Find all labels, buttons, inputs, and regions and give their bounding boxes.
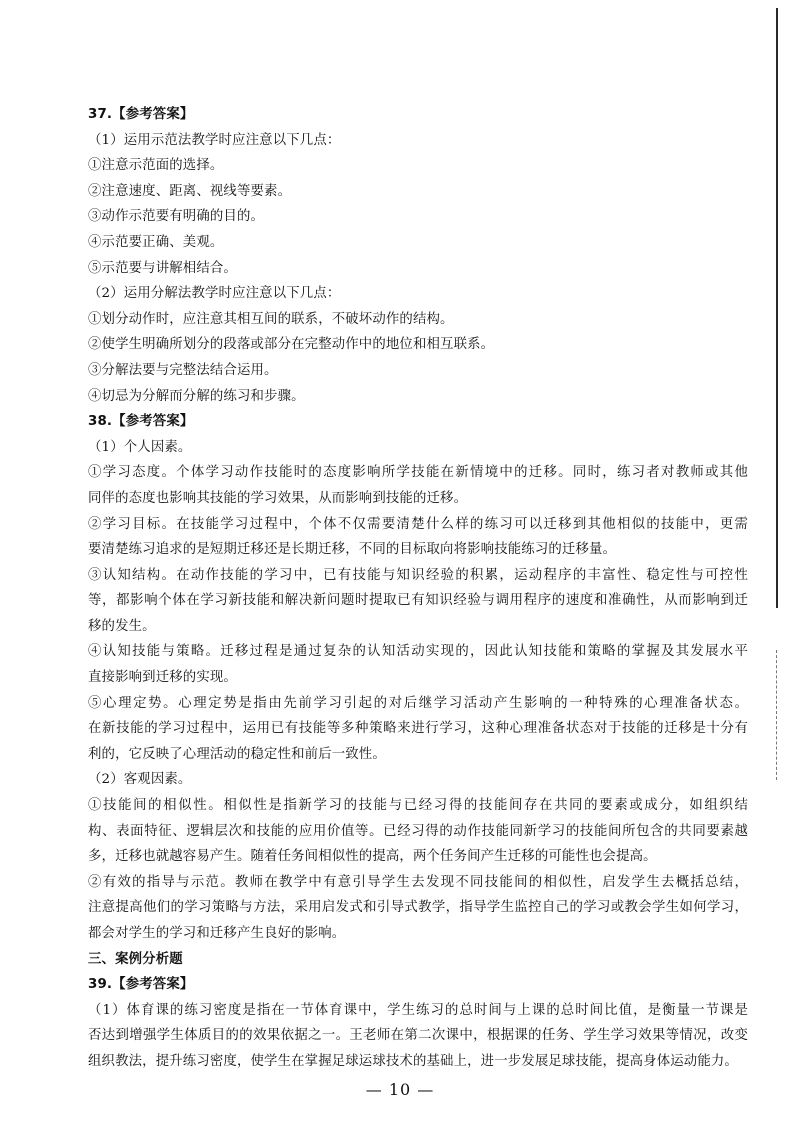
question-38-heading: 38.【参考答案】 (88, 414, 194, 430)
q38-paragraph-line: 直接影响到迁移的实现。 (88, 670, 237, 686)
section-3-heading: 三、案例分析题 (88, 951, 183, 967)
q38-paragraph-line: ①学习态度。个体学习动作技能时的态度影响所学技能在新情境中的迁移。同时，练习者对教师或其他 (88, 465, 748, 481)
q38-paragraph-line: 等，都影响个体在学习新技能和解决新问题时提取已有知识经验与调用程序的速度和准确性，从而影响到迁 (88, 593, 748, 609)
q38-paragraph-line: ①技能间的相似性。相似性是指新学习的技能与已经习得的技能间存在共同的要素或成分，如组织结 (88, 798, 748, 814)
q37-part2-item: ②使学生明确所划分的段落或部分在完整动作中的地位和相互联系。 (88, 337, 495, 353)
page-edge-dashed-rule (776, 650, 778, 780)
q37-part1-item: ⑤示范要与讲解相结合。 (88, 260, 237, 276)
q37-part1-item: ④示范要正确、美观。 (88, 234, 224, 250)
q38-paragraph-line: 要清楚练习追求的是短期迁移还是长期迁移，不同的目标取向将影响技能练习的迁移量。 (88, 542, 617, 558)
q37-part1-item: ①注意示范面的选择。 (88, 158, 224, 174)
q38-paragraph-line: 构、表面特征、逻辑层次和技能的应用价值等。已经习得的动作技能同新学习的技能间所包含的共同要素越 (88, 823, 748, 839)
q38-paragraph-line: 注意提高他们的学习策略与方法，采用启发式和引导式教学，指导学生监控自己的学习或教会学生如何学习， (88, 900, 748, 916)
page-number: — 10 — (365, 1080, 435, 1099)
q38-paragraph-line: ⑤心理定势。心理定势是指由先前学习引起的对后继学习活动产生影响的一种特殊的心理准备状态。 (88, 695, 748, 711)
q38-paragraph-line: 移的发生。 (88, 618, 156, 634)
q38-paragraph-line: ②有效的指导与示范。教师在教学中有意引导学生去发现不同技能间的相似性，启发学生去概括总结， (88, 874, 748, 890)
q38-paragraph-line: ③认知结构。在动作技能的学习中，已有技能与知识经验的积累，运动程序的丰富性、稳定性与可控性 (88, 567, 748, 583)
page-edge-rule (776, 8, 778, 608)
q38-paragraph-line: 在新技能的学习过程中，运用已有技能等多种策略来进行学习，这种心理准备状态对于技能的迁移是十分有 (88, 721, 748, 737)
q39-paragraph-line: 组织教法，提升练习密度，使学生在掌握足球运球技术的基础上，进一步发展足球技能，提高身体运动能力。 (88, 1053, 738, 1069)
q38-part1-title: （1）个人因素。 (88, 439, 192, 455)
q37-part1-item: ③动作示范要有明确的目的。 (88, 209, 265, 225)
page-content (88, 102, 748, 1075)
q38-part2-title: （2）客观因素。 (88, 772, 192, 788)
q37-part1-item: ②注意速度、距离、视线等要素。 (88, 183, 292, 199)
q37-part2-item: ①划分动作时，应注意其相互间的联系，不破坏动作的结构。 (88, 311, 454, 327)
q39-paragraph-line: （1）体育课的练习密度是指在一节体育课中，学生练习的总时间与上课的总时间比值，是衡量一节课是 (88, 1002, 748, 1018)
q38-paragraph-line: 都会对学生的学习和迁移产生良好的影响。 (88, 926, 346, 941)
q37-part1-title: （1）运用示范法教学时应注意以下几点： (88, 132, 341, 148)
q37-part2-item: ④切忌为分解而分解的练习和步骤。 (88, 388, 305, 404)
question-39-heading: 39.【参考答案】 (88, 977, 194, 993)
q38-paragraph-line: 利的，它反映了心理活动的稳定性和前后一致性。 (88, 746, 386, 762)
question-37-heading: 37.【参考答案】 (88, 107, 194, 122)
q39-paragraph-line: 否达到增强学生体质目的的效果依据之一。王老师在第二次课中，根据课的任务、学生学习效果等情况，改变 (88, 1028, 748, 1044)
q38-paragraph-line: ②学习目标。在技能学习过程中，个体不仅需要清楚什么样的练习可以迁移到其他相似的技能中，更需 (88, 516, 748, 532)
q38-paragraph-line: 多，迁移也就越容易产生。随着任务间相似性的提高，两个任务间产生迁移的可能性也会提高。 (88, 849, 657, 865)
q37-part2-item: ③分解法要与完整法结合运用。 (88, 362, 278, 378)
q37-part2-title: （2）运用分解法教学时应注意以下几点： (88, 286, 341, 302)
q38-paragraph-line: 同伴的态度也影响其技能的学习效果，从而影响到技能的迁移。 (88, 490, 468, 506)
q38-paragraph-line: ④认知技能与策略。迁移过程是通过复杂的认知活动实现的，因此认知技能和策略的掌握及其发展水平 (88, 644, 748, 660)
